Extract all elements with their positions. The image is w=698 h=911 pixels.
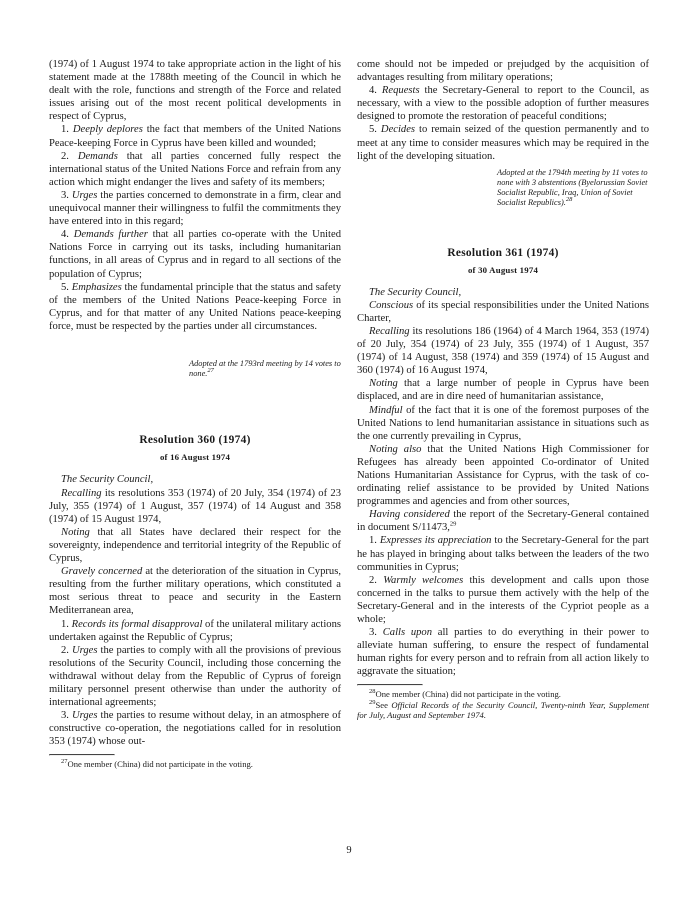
clause: 1. Expresses its appreciation to the Secretary-General for the part he has played in bringing about talks between the leaders of the two communities in Cyprus; (357, 535, 649, 573)
preamble-paragraph: Having considered the report of the Secretary-General contained in document S/11473,29 (357, 509, 649, 534)
footnote-28: $^{28}$One member (China) did not participate in the voting. (369, 688, 561, 700)
clause: 2. Urges the parties to comply with all the provisions of previous resolutions of the Security Council, including those concerning the withdrawal without delay from the Republic of Cyprus of foreign military personnel present otherwise than under the authority of international agreements; (49, 644, 341, 709)
preamble-paragraph: Noting also that the United Nations High Commissioner for Refugees has already been appointed Co-ordinator of United Nations Humanitarian Assistance for Cyprus, with the task of co-ordinating relief assistance to be provided by United Nations programmes and agencies and from other sources, (357, 443, 649, 508)
preamble-paragraph: Conscious of its special responsibilities under the United Nations Charter, (357, 299, 649, 324)
preamble-paragraph: Noting that all States have declared their respect for the sovereignty, independence and territorial integrity of the Republic of Cyprus, (49, 526, 341, 565)
council-heading: The Security Council, (61, 474, 154, 486)
preamble-paragraph: Recalling its resolutions 353 (1974) of 20 July, 354 (1974) of 23 July, 355 (1974) of 1 August, 357 (1974) of 14 August and 358 (1974) of 15 August 1974, (49, 487, 341, 525)
clause: 3. Urges the parties concerned to demonstrate in a firm, clear and unequivocal manner their willingness to fulfil the commitments they have entered into in this regard; (49, 189, 341, 228)
resolution-title: Resolution 360 (1974) (139, 434, 251, 447)
left-column (49, 58, 341, 770)
adoption-note: Adopted at the 1793rd meeting by 14 votes to none.$^{27}$ (189, 358, 341, 379)
footnote-ref: 29 (449, 520, 457, 528)
clause: 3. Urges the parties to resume without delay, in an atmosphere of constructive co-operation, the negotiations called for in resolution 353 (1974) whose out- (49, 710, 341, 748)
footnote-27: $^{27}$One member (China) did not participate in the voting. (61, 758, 253, 770)
footnote-ref: 27 (207, 367, 214, 375)
preamble-paragraph: Mindful of the fact that it is one of the foremost purposes of the United Nations to lend humanitarian assistance in situations such as the one currently prevailing in Cyprus, (357, 404, 649, 442)
continuation-paragraph: come should not be impeded or prejudged by the acquisition of advantages resulting from military operations; (357, 59, 649, 84)
clause: 5. Decides to remain seized of the question permanently and to meet at any time to consider measures which may be required in the light of the developing situation. (357, 124, 649, 162)
clause: 2. Demands that all parties concerned fully respect the international status of the United Nations Force and refrain from any action which might endanger the lives and safety of its members; (49, 150, 341, 188)
clause: 5. Emphasizes the fundamental principle that the status and safety of the members of the United Nations Peace-keeping Force in Cyprus, and for that matter of any United Nations peace-keeping force, must be respected by the parties under all circumstances. (49, 281, 342, 332)
clause: 1. Records its formal disapproval of the unilateral military actions undertaken against the Republic of Cyprus; (49, 618, 341, 643)
council-heading: The Security Council, (369, 286, 462, 298)
clause: 4. Demands further that all parties co-operate with the United Nations Force in carrying out its tasks, including humanitarian functions, in all areas of Cyprus and in regard to all sections of the population of Cyprus; (49, 229, 342, 280)
resolution-title: Resolution 361 (1974) (447, 246, 559, 259)
footnote-divider (49, 754, 115, 756)
footnote-ref: 28 (565, 196, 573, 204)
preamble-paragraph: Gravely concerned at the deterioration of the situation in Cyprus, resulting from the further military operations, which constituted a most serious threat to peace and security in the Eastern Mediterranean area, (49, 566, 341, 617)
clause: 3. Calls upon all parties to do everything in their power to alleviate human suffering, to ensure the respect of fundamental human rights for every person and to refrain from all action likely to aggravate the situation; (357, 627, 650, 678)
resolution-date: of 16 August 1974 (159, 452, 231, 463)
clause: 2. Warmly welcomes this development and calls upon those concerned in the talks to pursue them actively with the help of the Secretary-General and in the interests of the Cypriot people as a whole; (357, 574, 649, 625)
clause: 1. Deeply deplores the fact that members of the United Nations Peace-keeping Force in Cyprus have been killed and wounded; (49, 124, 341, 149)
footnote-29: $^{29}$See Official Records of the Security Council, Twenty-ninth Year, Supplement for July, August and September 1974. (357, 698, 649, 720)
clause: 4. Requests the Secretary-General to report to the Council, as necessary, with a view to the possible adoption of further measures designed to promote the restoration of peaceful conditions; (357, 85, 649, 123)
footnote-divider (357, 684, 423, 686)
intro-paragraph: (1974) of 1 August 1974 to take appropriate action in the light of his statement made at the 1788th meeting of the Council in which he dealt with the role, functions and strength of the Force and related issues arising out of the most recent political developments in respect of Cyprus, (49, 59, 341, 123)
page-number: 9 (346, 845, 352, 856)
preamble-paragraph: Noting that a large number of people in Cyprus have been displaced, and are in dire need of humanitarian assistance, (357, 378, 649, 403)
right-column (357, 58, 649, 720)
adoption-note: Adopted at the 1794th meeting by 11 votes to none with 3 abstentions (Byelorussian Soviet Socialist Republic, Iraq, Union of Soviet Socialist Republics).$^{28}$ (497, 167, 648, 208)
resolution-date: of 30 August 1974 (467, 264, 539, 275)
preamble-paragraph: Recalling its resolutions 186 (1964) of 4 March 1964, 353 (1974) of 20 July, 354 (1974) of 23 July, 355 (1974) of 1 August, 357 (1974) of 14 August, 358 (1974) and 359 (1974) of 15 August and 360 (1974) of 16 August 1974, (357, 325, 649, 377)
